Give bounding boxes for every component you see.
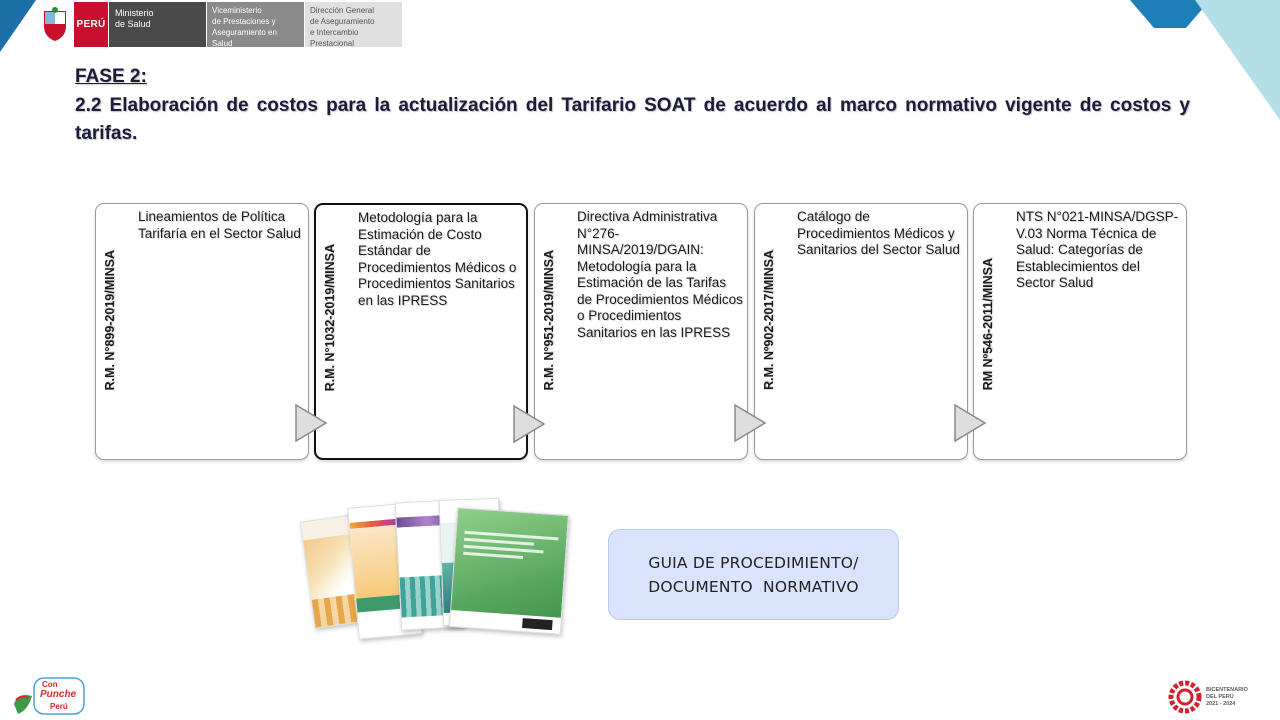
norm-description: Lineamientos de Política Tarifaría en el Sector Salud — [138, 209, 301, 241]
norm-card-5 — [973, 203, 1187, 460]
bicentenario-logo-icon — [1168, 680, 1202, 714]
viceministry-label — [206, 2, 304, 47]
minsa-header-logo — [40, 2, 402, 47]
bicentenario-line-1: BICENTENARIO — [1206, 686, 1248, 693]
norm-code: R.M. Nº902-2017/MINSA — [762, 249, 776, 390]
dir-line-2: de Aseguramiento — [310, 17, 375, 26]
norm-code: RM Nº546-2011/MINSA — [981, 257, 995, 390]
campaign-line-2: Punche — [40, 689, 77, 700]
norm-card-2 — [314, 203, 528, 460]
peru-label: PERÚ — [74, 2, 108, 47]
play-arrow-icon — [511, 403, 547, 445]
bicentenario-line-2: DEL PERÚ — [1206, 693, 1234, 700]
vice-line-1: Viceministerio — [212, 6, 262, 15]
vice-line-2: de Prestaciones y — [212, 17, 276, 26]
dir-line-1: Dirección General — [310, 6, 375, 15]
dir-line-3: e Intercambio Prestacional — [310, 28, 359, 48]
corner-decoration-left — [0, 0, 36, 52]
ministry-label — [108, 2, 206, 47]
norm-card-1 — [95, 203, 309, 460]
norm-code: R.M. N°951-2019/MINSA — [542, 249, 556, 390]
corner-decoration-blue — [1130, 0, 1210, 28]
con-punche-peru-logo-icon — [12, 674, 86, 718]
norm-card-4 — [754, 203, 968, 460]
norm-card-3 — [534, 203, 748, 460]
norm-code: R.M. N°1032-2019/MINSA — [323, 243, 337, 391]
norm-description: Catálogo de Procedimientos Médicos y Sanitarios del Sector Salud — [797, 209, 960, 257]
guide-line-1: GUIA DE PROCEDIMIENTO/ — [648, 553, 859, 572]
peru-shield-icon — [40, 4, 70, 44]
ministry-line-1: Ministerio — [115, 8, 154, 18]
play-arrow-icon — [293, 402, 329, 444]
play-arrow-icon — [952, 402, 988, 444]
direction-label — [304, 2, 402, 47]
phase-title: FASE 2: — [75, 66, 147, 87]
play-arrow-icon — [732, 402, 768, 444]
norm-description: NTS N°021-MINSA/DGSP-V.03 Norma Técnica de Salud: Categorías de Establecimientos del Sector Salud — [1016, 209, 1179, 290]
norm-description: Directiva Administrativa N°276-MINSA/2019/DGAIN: Metodología para la Estimación de las Tarifas de Procedimientos Médicos o Procedimientos Sanitarios en las IPRESS — [577, 209, 743, 340]
norm-code: R.M. N°899-2019/MINSA — [103, 249, 117, 390]
bicentenario-line-3: 2021 - 2024 — [1206, 700, 1236, 707]
ministry-line-2: de Salud — [115, 19, 151, 29]
guide-procedure-button[interactable] — [608, 529, 899, 620]
campaign-line-3: Perú — [50, 702, 68, 711]
booklet-cover — [449, 507, 569, 635]
slide-subtitle: 2.2 Elaboración de costos para la actualización del Tarifario SOAT de acuerdo al marco normativo vigente de costos y tarifas. — [75, 95, 1190, 144]
vice-line-3: Aseguramiento en Salud — [212, 28, 277, 48]
bicentenario-logo — [1168, 678, 1268, 716]
guide-line-2: DOCUMENTO NORMATIVO — [648, 577, 859, 596]
campaign-line-1: Con — [42, 680, 58, 689]
norm-description: Metodología para la Estimación de Costo Estándar de Procedimientos Médicos o Procedimientos Sanitarios en las IPRESS — [358, 210, 517, 308]
guide-booklets-image — [303, 495, 565, 647]
